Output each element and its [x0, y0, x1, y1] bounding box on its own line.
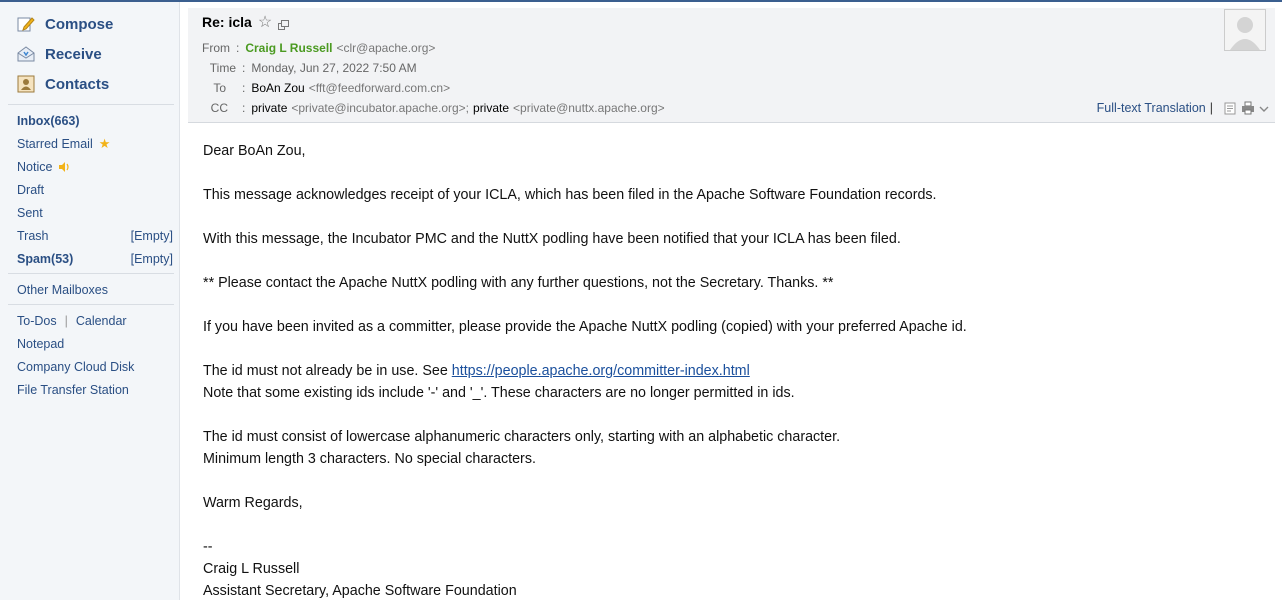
spam-label: Spam(53): [17, 252, 74, 266]
recipient-address: <fft@feedforward.com.cn>: [308, 81, 451, 95]
from-row: [202, 40, 435, 56]
body-blank: [203, 514, 1263, 536]
print-icon[interactable]: [1241, 101, 1255, 115]
body-line: Warm Regards,: [203, 495, 303, 511]
draft-label: Draft: [17, 183, 45, 197]
body-text: The id must not already be in use. See: [203, 363, 452, 379]
full-text-translation-link[interactable]: Full-text Translation: [1096, 101, 1206, 115]
subject-text: Re: icla: [202, 14, 252, 30]
body-line: Dear BoAn Zou,: [203, 143, 306, 159]
sidebar-item-cloud-disk[interactable]: [17, 358, 173, 376]
compose-label: Compose: [45, 15, 114, 33]
to-label: To: [213, 81, 226, 95]
body-line-with-link: [203, 360, 1263, 382]
cc-recipient-name[interactable]: private: [251, 101, 288, 115]
sidebar-item-inbox[interactable]: [17, 112, 173, 130]
signature-title: Assistant Secretary, Apache Software Foundation: [203, 583, 517, 599]
top-accent-line: [0, 0, 1282, 2]
colon: :: [242, 61, 246, 75]
sidebar-item-spam[interactable]: [17, 250, 173, 268]
from-label: From: [202, 41, 230, 55]
speaker-icon: [58, 161, 70, 173]
receive-button[interactable]: [17, 43, 102, 65]
sent-label: Sent: [17, 206, 43, 220]
body-blank: [203, 404, 1263, 426]
recipient-name[interactable]: BoAn Zou: [251, 81, 305, 95]
star-icon: ★: [98, 136, 111, 151]
sender-address: <clr@apache.org>: [336, 41, 436, 55]
sidebar-divider: [8, 273, 174, 274]
calendar-link[interactable]: Calendar: [75, 314, 127, 328]
file-transfer-label: File Transfer Station: [17, 383, 129, 397]
sidebar-item-notice[interactable]: [17, 158, 173, 176]
signature-dash: --: [203, 539, 213, 555]
notice-label: Notice: [17, 160, 53, 174]
to-row: [202, 80, 450, 96]
sidebar-item-other-mailboxes[interactable]: [17, 281, 173, 299]
empty-trash-button[interactable]: [Empty]: [130, 229, 173, 243]
body-line: With this message, the Incubator PMC and the NuttX podling have been notified that your ICLA has been filed.: [203, 231, 901, 247]
sidebar-tools-row: [17, 312, 173, 330]
notepad-label: Notepad: [17, 337, 65, 351]
cloud-disk-label: Company Cloud Disk: [17, 360, 135, 374]
cc-row: [202, 100, 665, 116]
empty-spam-button[interactable]: [Empty]: [130, 252, 173, 266]
body-blank: [203, 338, 1263, 360]
body-blank: [203, 162, 1263, 184]
time-row: [202, 60, 417, 76]
time-label: Time: [209, 61, 236, 75]
sidebar-item-notepad[interactable]: [17, 335, 173, 353]
body-line: ** Please contact the Apache NuttX podling with any further questions, not the Secretary. Thanks. **: [203, 275, 834, 291]
cc-recipient-address: <private@incubator.apache.org>;: [291, 101, 470, 115]
header-tools: [1097, 101, 1269, 115]
body-blank: [203, 250, 1263, 272]
body-line: Note that some existing ids include '-' and '_'. These characters are no longer permitted in ids.: [203, 385, 795, 401]
starred-label: Starred Email: [17, 137, 93, 151]
inbox-label: Inbox(663): [17, 114, 80, 128]
cc-recipient-address: <private@nuttx.apache.org>: [513, 101, 665, 115]
star-outline-icon[interactable]: ☆: [257, 14, 273, 31]
body-line: Minimum length 3 characters. No special characters.: [203, 451, 536, 467]
body-blank: [203, 206, 1263, 228]
cc-recipient-name[interactable]: private: [473, 101, 510, 115]
contacts-button[interactable]: [17, 73, 109, 95]
body-line: The id must consist of lowercase alphanumeric characters only, starting with an alphabetic character.: [203, 429, 841, 445]
colon: :: [242, 101, 246, 115]
email-body: [203, 140, 1263, 602]
tools-separator: |: [1209, 101, 1213, 115]
contacts-icon: [17, 75, 35, 93]
compose-button[interactable]: [17, 13, 113, 35]
body-blank: [203, 294, 1263, 316]
trash-label: Trash: [17, 229, 49, 243]
compose-icon: [17, 15, 35, 33]
receive-icon: [17, 45, 35, 63]
signature-name: Craig L Russell: [203, 561, 300, 577]
body-blank: [203, 470, 1263, 492]
colon: :: [242, 81, 246, 95]
sent-time: Monday, Jun 27, 2022 7:50 AM: [251, 61, 417, 75]
receive-label: Receive: [45, 45, 102, 63]
sidebar-item-file-transfer[interactable]: [17, 381, 173, 399]
committer-index-link[interactable]: https://people.apache.org/committer-index.html: [451, 363, 750, 379]
sidebar-item-sent[interactable]: [17, 204, 173, 222]
todos-link[interactable]: To-Dos: [17, 314, 57, 328]
email-subject: [202, 12, 289, 32]
avatar: [1224, 9, 1266, 51]
body-line: This message acknowledges receipt of your ICLA, which has been filed in the Apache Software Foundation records.: [203, 187, 937, 203]
contacts-label: Contacts: [45, 75, 110, 93]
sidebar-item-draft[interactable]: [17, 181, 173, 199]
email-header: [188, 8, 1275, 123]
body-line: If you have been invited as a committer, please provide the Apache NuttX podling (copied) with your preferred Apache id.: [203, 319, 967, 335]
cc-label: CC: [210, 101, 228, 115]
popout-icon[interactable]: [278, 17, 289, 27]
sidebar-item-trash[interactable]: [17, 227, 173, 245]
colon: :: [236, 41, 240, 55]
sender-name[interactable]: Craig L Russell: [245, 41, 333, 55]
tools-separator: |: [64, 314, 68, 328]
sidebar: [0, 2, 180, 600]
sidebar-divider: [8, 104, 174, 105]
chevron-down-icon[interactable]: [1259, 101, 1269, 115]
sidebar-divider: [8, 304, 174, 305]
notes-icon[interactable]: [1223, 101, 1237, 115]
other-mailboxes-label: Other Mailboxes: [17, 283, 109, 297]
sidebar-item-starred[interactable]: [17, 135, 173, 153]
